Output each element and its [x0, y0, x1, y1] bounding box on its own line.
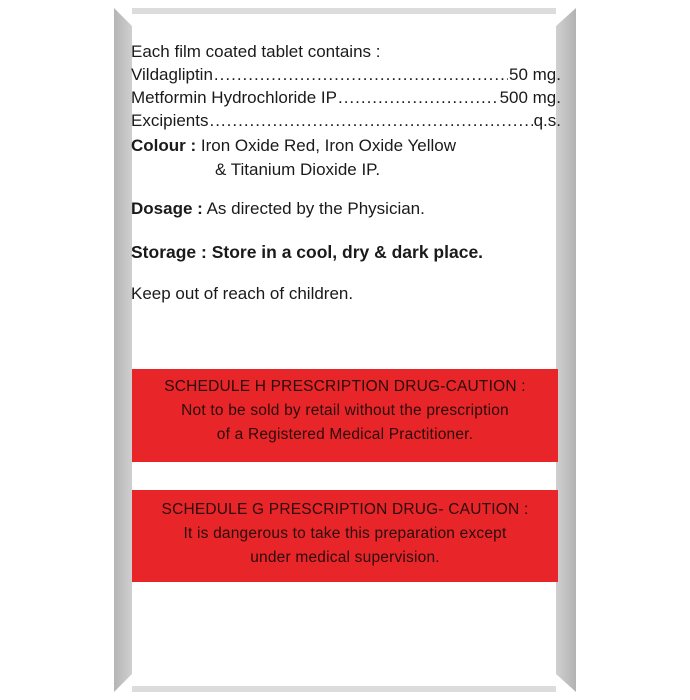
leader-dots [338, 86, 499, 109]
dosage-text: As directed by the Physician. [202, 199, 425, 218]
caution-text: under medical supervision. [250, 549, 440, 566]
caution-heading: SCHEDULE H PRESCRIPTION DRUG-CAUTION : [164, 378, 526, 395]
caution-heading: SCHEDULE G PRESCRIPTION DRUG- CAUTION : [161, 501, 529, 518]
ingredient-amount: 50 mg. [509, 65, 561, 84]
composition-item [131, 63, 561, 86]
carton-bottom-edge [132, 686, 556, 692]
dosage-label: Dosage : [131, 199, 203, 218]
composition-item [131, 86, 561, 109]
colour-text-line1: Iron Oxide Red, Iron Oxide Yellow [196, 136, 457, 155]
caution-text: It is dangerous to take this preparation except [183, 525, 507, 542]
leader-dots [214, 63, 508, 86]
children-warning: Keep out of reach of children. [131, 284, 354, 303]
schedule-g-caution-panel [132, 490, 558, 582]
dosage-section [131, 197, 561, 221]
ingredient-amount: q.s. [533, 111, 561, 130]
colour-label: Colour : [131, 136, 197, 155]
caution-text: of a Registered Medical Practitioner. [216, 426, 474, 443]
carton-top-edge [132, 8, 556, 14]
ingredient-name: Excipients [131, 111, 209, 130]
composition-heading: Each film coated tablet contains : [131, 42, 381, 61]
colour-section [131, 134, 561, 158]
schedule-h-caution-panel [132, 369, 558, 462]
ingredient-name: Vildagliptin [131, 65, 213, 84]
label-content [131, 40, 561, 306]
composition-item [131, 109, 561, 132]
ingredient-amount: 500 mg. [499, 88, 561, 107]
carton-left-side [114, 8, 132, 692]
caution-text: Not to be sold by retail without the prescription [181, 402, 509, 419]
storage-text: Storage : Store in a cool, dry & dark place. [131, 242, 484, 262]
leader-dots [209, 109, 532, 132]
ingredient-name: Metformin Hydrochloride IP [131, 88, 337, 107]
colour-text-line2: & Titanium Dioxide IP. [215, 160, 381, 179]
